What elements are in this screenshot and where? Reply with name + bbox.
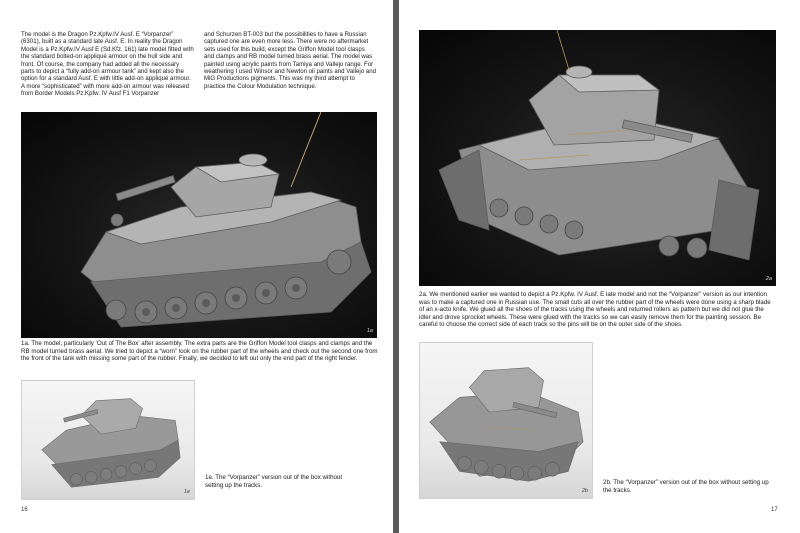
page-number-right: 17 <box>771 507 778 513</box>
right-page <box>399 0 800 533</box>
tank-render-2b <box>420 343 592 498</box>
photo-1a <box>21 112 377 338</box>
photo-2b <box>419 342 593 499</box>
caption-2b: 2b. The “Vorpanzer” version out of the box without setting up the tracks. <box>603 479 769 494</box>
caption-2a: 2a. We mentioned earlier we wanted to depict a Pz.Kpfw. IV Ausf. E late model and not the “Vorpanzer” version as our intention was to make a captured one in Russian use. The small cuts all over the rubber part of the wheels were done using a sharp blade of an x-acto knife. We glued all the shoes of the tracks using the wheels and returned rollers as pattern but we did not glue the idler and drove sprocket wheels. These were glued with the tracks so we can easily remove them for the painting session. Be careful to choose the correct side of each track so the pins will be on the outer side of the shoes. <box>419 291 771 329</box>
tank-render-2a <box>419 30 776 286</box>
caption-1a: 1a. The model, particularly ‘Out of The Box’ after assembly. The extra parts are the Griffon Model tool clasps and clamps and the RB model turned brass aerial. We tried to depict a “worn” look on the rubber part of the wheels and check out the second one from the front of the tank with missing some part of the rubber. Finally, we decided to left out only the end part of the right fender. <box>21 340 378 363</box>
left-page-column-2-text: and Schurzen BT-003 but the possibilities to have a Russian captured one are even more less. There were no aftermarket sets used for this build, except the Griffon Model tool clasps and clamps and RB model turned brass aerial. The model was painted using acrylic paints from Tamiya and Vallejo range. For weathering I used Winsor and Newton oil paints and Vallejo and MiG Productions pigments. This was my third attempt to practice the Colour Modulation technique. <box>204 31 376 90</box>
left-page <box>0 0 393 533</box>
photo-2b-label: 2b <box>581 488 588 494</box>
tank-render-1a <box>21 112 377 338</box>
photo-1e <box>21 380 195 500</box>
photo-1a-label: 1a <box>366 328 373 334</box>
page-number-left: 16 <box>21 507 28 513</box>
photo-2a-label: 2a <box>765 276 772 282</box>
photo-2a <box>419 30 776 286</box>
tank-render-1e <box>22 381 194 499</box>
left-page-column-1-text: The model is the Dragon Pz.Kpfw.IV Ausf. E “Vorpanzer” (6301), built as a standard late Ausf. E. In reality the Dragon Model is a Pz.Kpfw.IV Ausf E (Sd.Kfz. 161) late model fitted with the standard bolted-on appliqué armour on the hull side and front. Of course, the company had added all the necessary parts to depict a “fully add-on armour tank” and kept also the option for a standard Ausf. E with little add-on appliqué armour. A more “sophisticated” with more add-on armour was released from Border Models Pz.Kpfw. IV Ausf F1 Vorpanzer <box>21 31 194 98</box>
photo-1e-label: 1e <box>183 489 190 495</box>
caption-1e: 1e. The “Vorpanzer” version out of the box without setting up the tracks. <box>205 474 343 489</box>
